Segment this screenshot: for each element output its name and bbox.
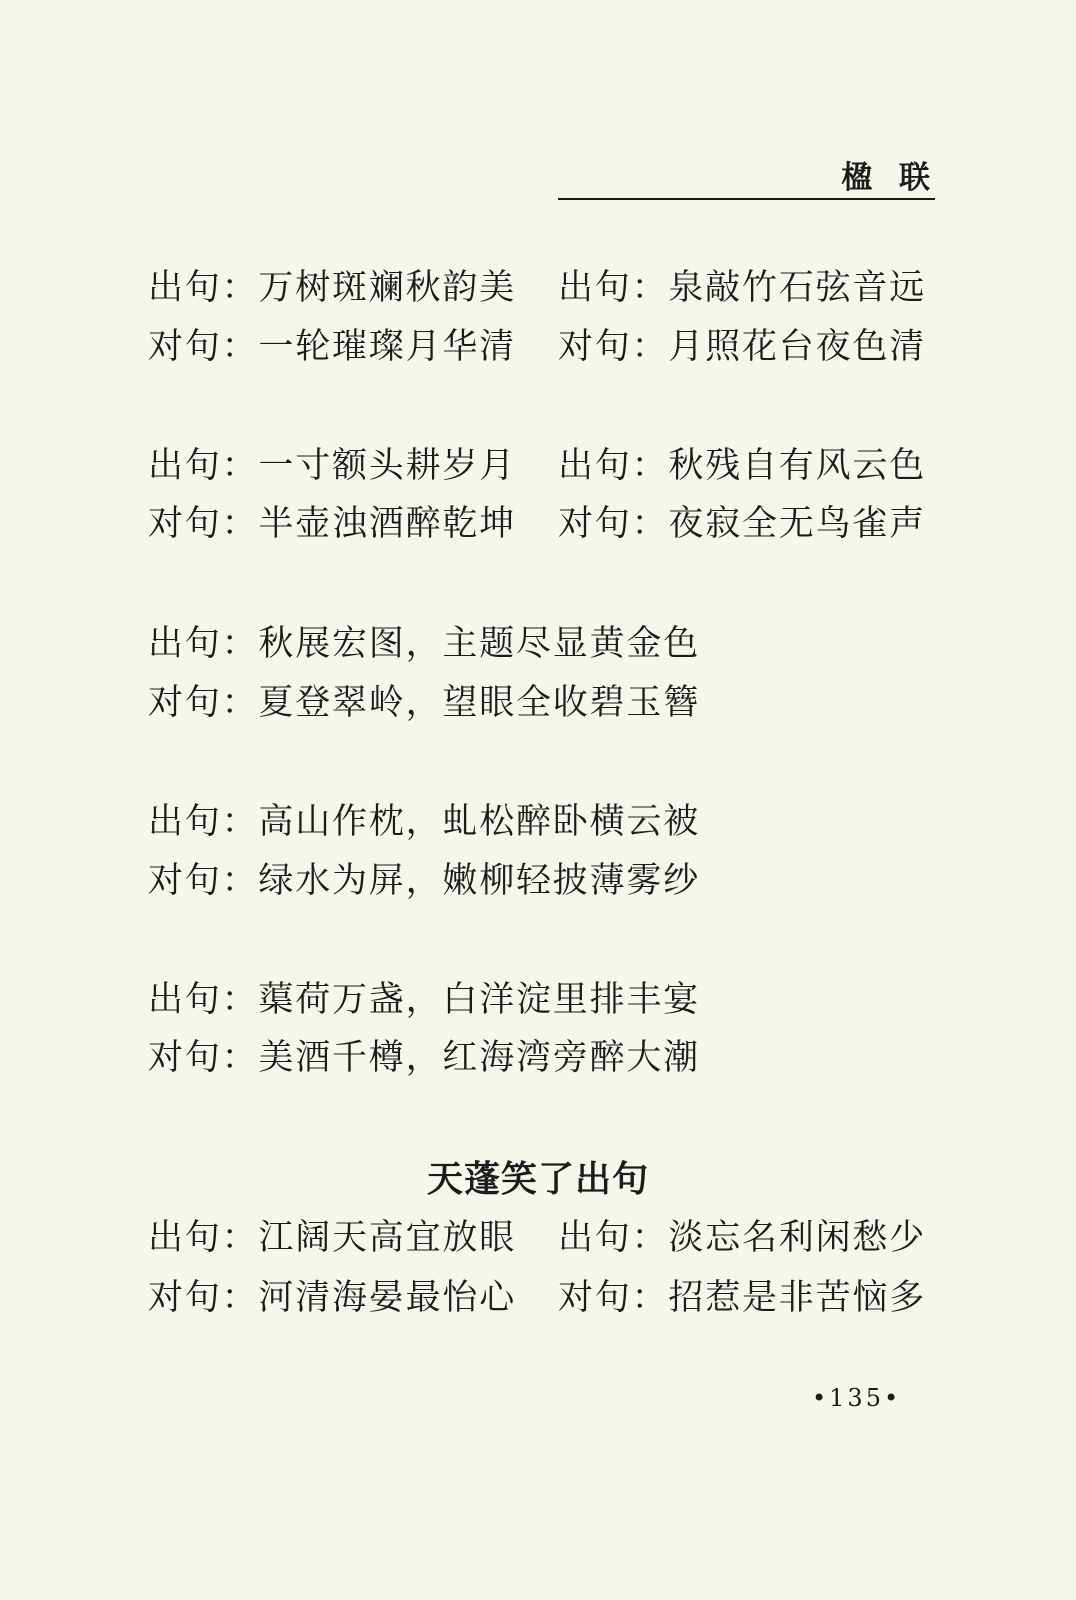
couplet-line: 出句：泉敲竹石弦音远: [558, 268, 927, 308]
couplet-line: 对句：半壶浊酒醉乾坤: [148, 504, 517, 544]
couplet-line: 出句：高山作枕，虬松醉卧横云被: [148, 802, 701, 842]
couplet-line: 出句：秋残自有风云色: [558, 446, 927, 486]
couplet-line: 对句：月照花台夜色清: [558, 327, 927, 367]
couplet-line: 出句：秋展宏图，主题尽显黄金色: [148, 624, 701, 664]
couplet-line: 对句：夏登翠岭，望眼全收碧玉簪: [148, 683, 701, 723]
couplet-line: 出句：江阔天高宜放眼: [148, 1218, 517, 1258]
page-number: •135•: [812, 1384, 902, 1412]
couplet-line: 对句：河清海晏最怡心: [148, 1278, 517, 1318]
couplet-line: 出句：万树斑斓秋韵美: [148, 268, 517, 308]
section-heading: 天蓬笑了出句: [426, 1159, 649, 1200]
couplet-line: 对句：夜寂全无鸟雀声: [558, 504, 927, 544]
couplet-line: 对句：招惹是非苦恼多: [558, 1278, 927, 1318]
running-header: 楹 联: [841, 160, 938, 196]
couplet-line: 出句：一寸额头耕岁月: [148, 446, 517, 486]
couplet-line: 出句：蕖荷万盏，白洋淀里排丰宴: [148, 980, 701, 1020]
couplet-line: 对句：一轮璀璨月华清: [148, 327, 517, 367]
couplet-line: 出句：淡忘名利闲愁少: [558, 1218, 927, 1258]
couplet-line: 对句：美酒千樽，红海湾旁醉大潮: [148, 1038, 701, 1078]
header-rule: [558, 198, 935, 200]
couplet-line: 对句：绿水为屏，嫩柳轻披薄雾纱: [148, 861, 701, 901]
